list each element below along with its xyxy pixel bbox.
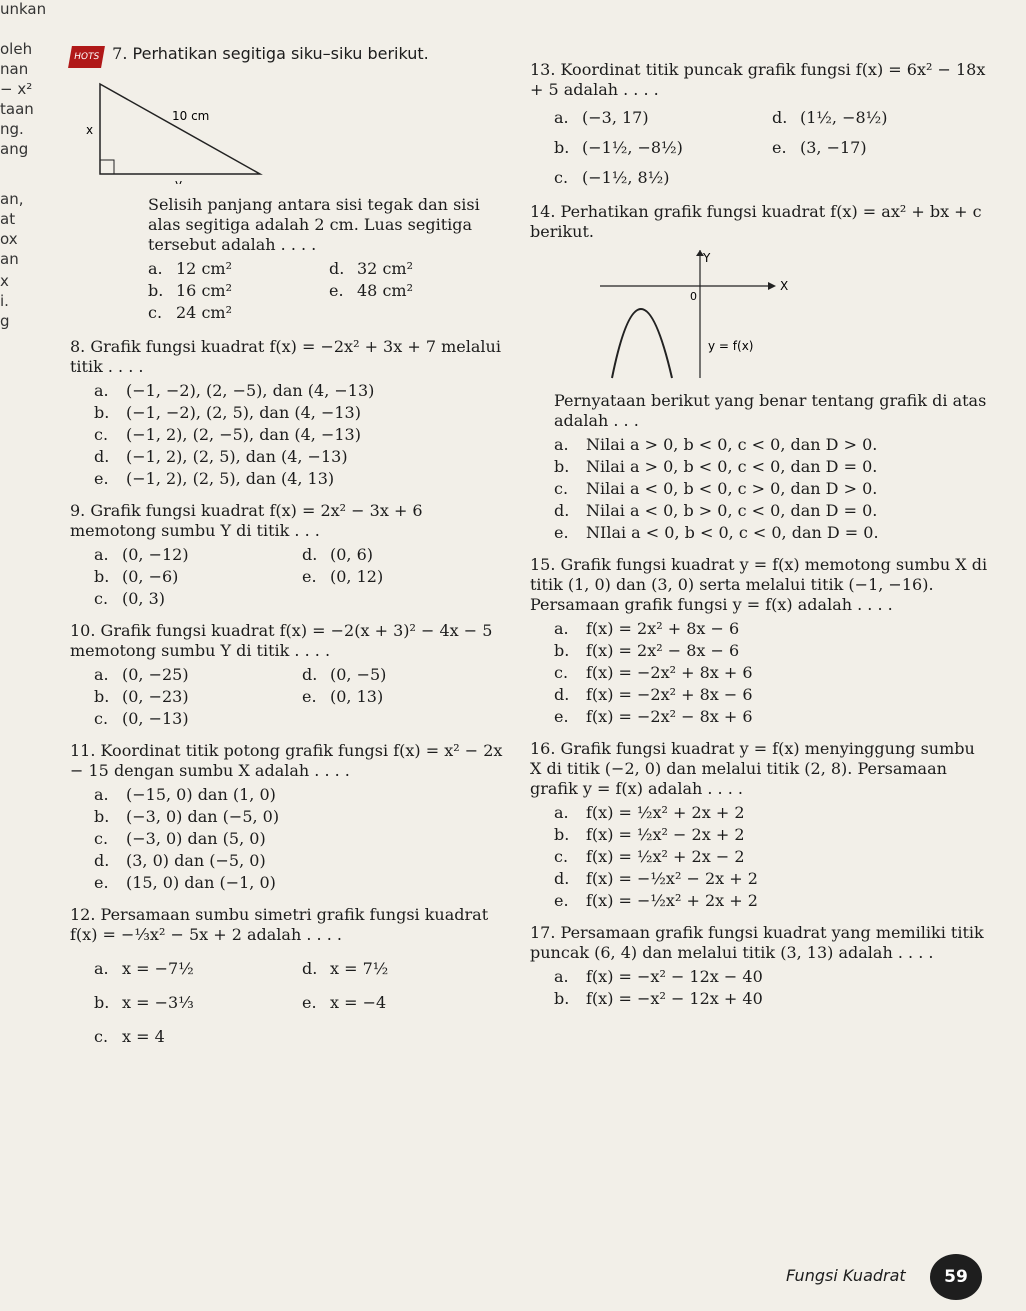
q17-opt-b[interactable]: f(x) = −x² − 12x + 40 [586, 989, 763, 1008]
q15-text: 15. Grafik fungsi kuadrat y = f(x) memotong sumbu X di titik (1, 0) dan (3, 0) serta melalui titik (−1, −16). Persamaan grafik fungsi y = f(x) adalah . . . . [530, 555, 988, 614]
parabola-curve [612, 309, 672, 378]
q7-opt-d[interactable]: 32 cm² [357, 259, 413, 278]
q17-text: 17. Persamaan grafik fungsi kuadrat yang memiliki titik puncak (6, 4) dan melalui titik (3, 13) adalah . . . . [530, 923, 984, 962]
question-15 [530, 555, 990, 727]
q13-opt-e[interactable]: (3, −17) [800, 138, 867, 157]
q11-opt-a[interactable]: (−15, 0) dan (1, 0) [126, 785, 276, 804]
question-17 [530, 923, 990, 1009]
question-16 [530, 739, 990, 911]
y-axis-label: Y [703, 251, 711, 265]
edge-text: oleh [0, 40, 33, 58]
q10-text: 10. Grafik fungsi kuadrat f(x) = −2(x + 3)² − 4x − 5 memotong sumbu Y di titik . . . . [70, 621, 493, 660]
question-7 [70, 44, 510, 323]
q8-opt-d[interactable]: (−1, 2), (2, 5), dan (4, −13) [126, 447, 348, 466]
origin-label: 0 [690, 290, 697, 303]
edge-text: an [0, 250, 19, 268]
q14-opt-c[interactable]: Nilai a < 0, b < 0, c > 0, dan D > 0. [586, 479, 878, 498]
edge-text: ox [0, 230, 18, 248]
question-13 [530, 60, 990, 188]
q8-options: a. (−1, −2), (2, −5), dan (4, −13) b. (−1, −2), (2, 5), dan (4, −13) c. (−1, 2), (2, −5), dan (4, −13) d. (−1, 2), (2, 5), dan (4, −13) e. (−1, 2), (2, 5), dan (4, 13) [94, 381, 375, 488]
edge-text: at [0, 210, 16, 228]
opt-label: e. [329, 281, 344, 300]
q9-opt-c[interactable]: (0, 3) [122, 589, 166, 608]
edge-text: an, [0, 190, 24, 208]
q12-options: a. x = −7½ d. x = 7½ b. x = −3⅓ e. x = −4 c. x = 4 [94, 959, 510, 1047]
q12-opt-d[interactable]: x = 7½ [330, 959, 389, 978]
edge-text: i. [0, 292, 9, 310]
q10-opt-e[interactable]: (0, 13) [330, 687, 384, 706]
q11-text: 11. Koordinat titik potong grafik fungsi f(x) = x² − 2x − 15 dengan sumbu X adalah . . . . [70, 741, 503, 780]
right-column [530, 60, 990, 1015]
q16-opt-d[interactable]: f(x) = −½x² − 2x + 2 [586, 869, 758, 888]
opt-label: c. [148, 303, 163, 322]
q9-opt-a[interactable]: (0, −12) [122, 545, 189, 564]
triangle-shape [100, 84, 260, 174]
q12-opt-a[interactable]: x = −7½ [122, 959, 194, 978]
question-11 [70, 741, 510, 893]
q11-opt-e[interactable]: (15, 0) dan (−1, 0) [126, 873, 276, 892]
q16-opt-a[interactable]: f(x) = ½x² + 2x + 2 [586, 803, 745, 822]
q14-opt-e[interactable]: NIlai a < 0, b < 0, c < 0, dan D = 0. [586, 523, 879, 542]
side-x-label: x [86, 123, 94, 137]
q16-opt-c[interactable]: f(x) = ½x² + 2x − 2 [586, 847, 745, 866]
q13-opt-b[interactable]: (−1½, −8½) [582, 138, 683, 157]
q8-opt-b[interactable]: (−1, −2), (2, 5), dan (4, −13) [126, 403, 361, 422]
q14-opt-a[interactable]: Nilai a > 0, b < 0, c < 0, dan D > 0. [586, 435, 878, 454]
q8-opt-e[interactable]: (−1, 2), (2, 5), dan (4, 13) [126, 469, 335, 488]
edge-text: nan [0, 60, 29, 78]
footer-chapter-title: Fungsi Kuadrat [786, 1266, 906, 1285]
edge-text: ng. [0, 120, 24, 138]
edge-text: g [0, 312, 10, 330]
q15-opt-c[interactable]: f(x) = −2x² + 8x + 6 [586, 663, 753, 682]
left-edge-cut-text [0, 0, 60, 332]
q7-text: Perhatikan segitiga siku–siku berikut. [132, 44, 429, 63]
q7-header [70, 44, 510, 68]
q9-opt-b[interactable]: (0, −6) [122, 567, 179, 586]
q10-opt-a[interactable]: (0, −25) [122, 665, 189, 684]
q9-options: a. (0, −12) d. (0, 6) b. (0, −6) e. (0, 12) c. (0, 3) [94, 545, 510, 609]
q10-opt-c[interactable]: (0, −13) [122, 709, 189, 728]
q12-opt-b[interactable]: x = −3⅓ [122, 993, 194, 1012]
q17-options: a. f(x) = −x² − 12x − 40 b. f(x) = −x² − 12x + 40 [554, 967, 763, 1008]
q7-opt-a[interactable]: 12 cm² [176, 259, 232, 278]
x-axis-label: X [780, 279, 789, 293]
question-12 [70, 905, 510, 1047]
q9-text: 9. Grafik fungsi kuadrat f(x) = 2x² − 3x + 6 memotong sumbu Y di titik . . . [70, 501, 423, 540]
hots-badge: HOTS [68, 46, 105, 68]
question-14 [530, 202, 990, 543]
edge-text: − x² [0, 80, 33, 98]
q15-opt-b[interactable]: f(x) = 2x² − 8x − 6 [586, 641, 740, 660]
edge-text: ang [0, 140, 29, 158]
opt-label: d. [329, 259, 345, 278]
q11-options: a. (−15, 0) dan (1, 0) b. (−3, 0) dan (−5, 0) c. (−3, 0) dan (5, 0) d. (3, 0) dan (−5, 0) e. (15, 0) dan (−1, 0) [94, 785, 280, 892]
q16-text: 16. Grafik fungsi kuadrat y = f(x) menyinggung sumbu X di titik (−2, 0) dan melalui titik (2, 8). Persamaan grafik y = f(x) adalah . . . . [530, 739, 975, 798]
q8-opt-a[interactable]: (−1, −2), (2, −5), dan (4, −13) [126, 381, 375, 400]
q7-opt-c[interactable]: 24 cm² [176, 303, 232, 322]
q11-opt-b[interactable]: (−3, 0) dan (−5, 0) [126, 807, 280, 826]
x-axis-arrow [768, 282, 776, 290]
q13-opt-c[interactable]: (−1½, 8½) [582, 168, 670, 187]
question-8 [70, 337, 510, 489]
q14-prompt: Pernyataan berikut yang benar tentang grafik di atas adalah . . . [554, 391, 987, 430]
q7-number: 7. [112, 44, 128, 63]
q12-text: 12. Persamaan sumbu simetri grafik fungsi kuadrat f(x) = −⅓x² − 5x + 2 adalah . . . . [70, 905, 489, 944]
q14-text: 14. Perhatikan grafik fungsi kuadrat f(x) = ax² + bx + c berikut. [530, 202, 982, 241]
q10-opt-d[interactable]: (0, −5) [330, 665, 387, 684]
q7-options [148, 259, 510, 323]
hypotenuse-label: 10 cm [172, 109, 210, 123]
q12-opt-e[interactable]: x = −4 [330, 993, 387, 1012]
q8-text: 8. Grafik fungsi kuadrat f(x) = −2x² + 3x + 7 melalui titik . . . . [70, 337, 501, 376]
q15-opt-a[interactable]: f(x) = 2x² + 8x − 6 [586, 619, 740, 638]
opt-label: a. [148, 259, 163, 278]
q13-opt-d[interactable]: (1½, −8½) [800, 108, 888, 127]
q16-options: a. f(x) = ½x² + 2x + 2 b. f(x) = ½x² − 2x + 2 c. f(x) = ½x² + 2x − 2 d. f(x) = −½x² − 2x + 2 e. f(x) = −½x² + 2x + 2 [554, 803, 758, 910]
q12-opt-c[interactable]: x = 4 [122, 1027, 165, 1046]
edge-text: x [0, 272, 9, 290]
q14-opt-b[interactable]: Nilai a > 0, b < 0, c < 0, dan D = 0. [586, 457, 878, 476]
q16-opt-b[interactable]: f(x) = ½x² − 2x + 2 [586, 825, 745, 844]
q9-opt-d[interactable]: (0, 6) [330, 545, 374, 564]
edge-text: unkan [0, 0, 47, 18]
opt-label: b. [148, 281, 164, 300]
parabola-graph [600, 250, 800, 380]
q14-opt-d[interactable]: Nilai a < 0, b > 0, c < 0, dan D = 0. [586, 501, 878, 520]
q15-opt-d[interactable]: f(x) = −2x² + 8x − 6 [586, 685, 753, 704]
q10-opt-b[interactable]: (0, −23) [122, 687, 189, 706]
edge-text: taan [0, 100, 34, 118]
q7-opt-b[interactable]: 16 cm² [176, 281, 232, 300]
page-number-badge: 59 [930, 1254, 982, 1300]
curve-label: y = f(x) [708, 339, 754, 353]
q8-opt-c[interactable]: (−1, 2), (2, −5), dan (4, −13) [126, 425, 361, 444]
q15-options: a. f(x) = 2x² + 8x − 6 b. f(x) = 2x² − 8x − 6 c. f(x) = −2x² + 8x + 6 d. f(x) = −2x² + 8x − 6 e. f(x) = −2x² − 8x + 6 [554, 619, 753, 726]
q10-options: a. (0, −25) d. (0, −5) b. (0, −23) e. (0, 13) c. (0, −13) [94, 665, 510, 729]
q13-opt-a[interactable]: (−3, 17) [582, 108, 649, 127]
q17-opt-a[interactable]: f(x) = −x² − 12x − 40 [586, 967, 763, 986]
q11-opt-c[interactable]: (−3, 0) dan (5, 0) [126, 829, 266, 848]
q14-options: a. Nilai a > 0, b < 0, c < 0, dan D > 0. b. Nilai a > 0, b < 0, c < 0, dan D = 0. c. Nilai a < 0, b < 0, c > 0, dan D > 0. d. Nilai a < 0, b > 0, c < 0, dan D = 0. e. NIlai a < 0, b < 0, c < 0, dan D = 0. [554, 435, 879, 542]
question-9 [70, 501, 510, 609]
question-10 [70, 621, 510, 729]
q9-opt-e[interactable]: (0, 12) [330, 567, 384, 586]
q15-opt-e[interactable]: f(x) = −2x² − 8x + 6 [586, 707, 753, 726]
right-triangle-figure [80, 74, 280, 184]
q11-opt-d[interactable]: (3, 0) dan (−5, 0) [126, 851, 266, 870]
left-column [70, 44, 510, 1053]
right-angle-mark [100, 160, 114, 174]
q13-text: 13. Koordinat titik puncak grafik fungsi f(x) = 6x² − 18x + 5 adalah . . . . [530, 60, 986, 99]
q13-options: a. (−3, 17) d. (1½, −8½) b. (−1½, −8½) e. (3, −17) c. (−1½, 8½) [554, 108, 990, 188]
q16-opt-e[interactable]: f(x) = −½x² + 2x + 2 [586, 891, 758, 910]
q7-prompt: Selisih panjang antara sisi tegak dan sisi alas segitiga adalah 2 cm. Luas segitiga tersebut adalah . . . . [148, 195, 480, 254]
side-y-label: y [175, 177, 183, 184]
q7-opt-e[interactable]: 48 cm² [357, 281, 413, 300]
